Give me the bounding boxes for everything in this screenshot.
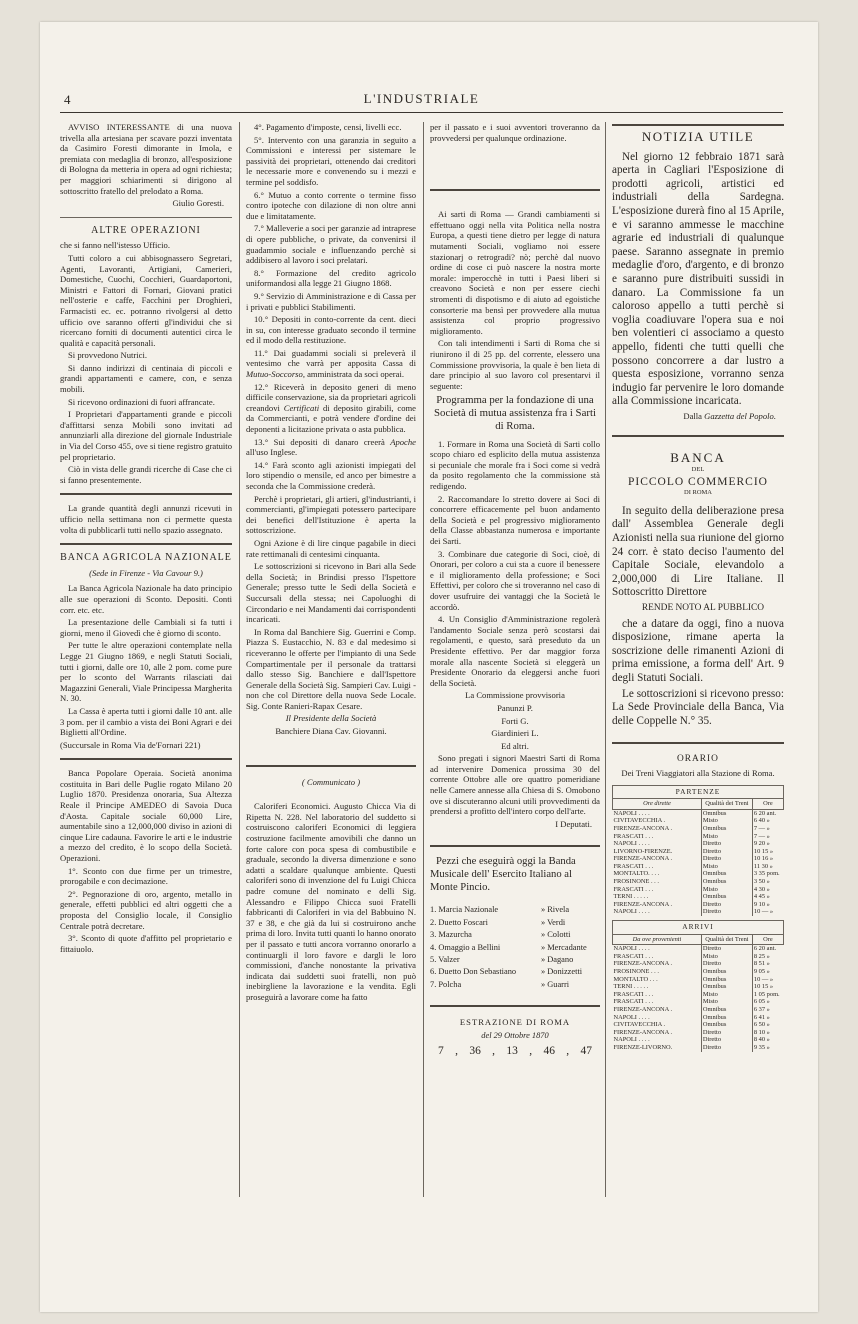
train-row <box>613 863 784 871</box>
piece-title: 6. Duetto Don Sebastiano <box>430 967 517 977</box>
train-destination: MONTALTO . . . <box>613 975 658 983</box>
train-type: Diretto <box>701 908 752 916</box>
train-row <box>613 998 784 1006</box>
section-divider <box>612 124 784 126</box>
train-destination: FRASCATI . . . <box>613 990 654 998</box>
composer: » Colotti <box>540 930 571 940</box>
train-row <box>613 886 784 894</box>
train-destination: NAPOLI . . . . <box>613 1036 650 1044</box>
train-row <box>613 908 784 916</box>
paragraph: Le sottoscrizioni si ricevono in Bari alla Sede della Società; in Brindisi presso l'Ispettore Generale; presso tutte le Sedi della Società e Succursali della stessa; nei Capoluoghi di Circondario e nei Mandamenti dai corrispondenti incaricati. <box>246 561 416 625</box>
italic-run: Gazzetta del Popolo. <box>704 410 776 421</box>
comunicato-label: ( Communicato ) <box>301 776 361 787</box>
paragraph: Banca Popolare Operaia. Società anonima costituita in Bari delle Puglie rogato Milano 20 Luglio 1870. Presidenza onoraria, Sua Altezza Reale il Principe AMEDEO di Savoia Duca d'Aosta. Capitale sociale 60,000 Lire, aumentabile sino a 12,000,000 diviso in azioni di cinque Lire cadauna. Favorire le arti e le industrie a mezzo del credito, è lo scopo della Società. Operazioni. <box>60 768 232 864</box>
train-destination: NAPOLI . . . . <box>613 1013 650 1021</box>
train-type: Omnibus <box>701 809 752 817</box>
banca-subtitle: PICCOLO COMMERCIO <box>627 475 768 488</box>
train-type: Misto <box>701 991 752 999</box>
train-type: Omnibus <box>701 870 752 878</box>
train-time: 7 — » <box>752 833 783 841</box>
train-time: 10 — » <box>752 976 783 984</box>
column-3 <box>430 122 600 1192</box>
train-row <box>613 983 784 991</box>
train-type: Misto <box>701 817 752 825</box>
train-row <box>613 817 784 825</box>
lottery-number: 47 <box>580 1045 592 1058</box>
text-run: 12.° Riceverà in deposito generi di meno difficile conservazione, sia da proprietari agricoli creandovi <box>246 381 416 413</box>
lottery-number: 7 <box>438 1045 444 1058</box>
paragraph: 7.° Malleverie a soci per garanzie ad intraprese di opere pubbliche, o private, da convenirsi il guadammio sociale e influenzando perchè si addibisero al lavoro i soci prelatari. <box>246 223 416 266</box>
train-type: Omnibus <box>701 878 752 886</box>
rende-noto: RENDE NOTO AL PUBBLICO <box>641 603 765 613</box>
column-header: Ore <box>752 799 783 810</box>
banca-agricola-subtitle: (Sede in Firenze - Via Cavour 9.) <box>89 567 203 578</box>
paragraph: 8.° Formazione del credito agricolo uniformandosi alla legge 21 Giugno 1868. <box>246 267 416 289</box>
caloriferi-paragraph: Caloriferi Economici. Augusto Chicca Via di Ripetta N. 228. Nel laboratorio del suddetto si costruiscono caloriferi Economici di leggiera costruzione facilmente amovibili che danno un forte calore con poca spesa di combustibile e graduale, secondo la diversa dimenzione e sono adatti a scaldare qualunque ambiente. Questi caloriferi sono di invenzione del fu Luigi Chicca padre comune del nominato e delli Sig. Alessandro e Filippo Chicca suoi Fratelli fabbricanti di Caloriferi in via del Babbuino N. 37 e 38, e che già da lui si costruirono anche prima di loro. Invita tutti quanti lo hanno onorato per il passato e tutti ancora vorranno onorarlo a continuargli il loro favore e dargli le loro commissioni, d'anche nonostante la privativa indicata dai suddetti suoi fratelli, non può inebirgliene la lavorazione e la vendita. Egli proseguirà a lavorare come ha fatto <box>246 801 416 1002</box>
train-time: 6 40 » <box>752 817 783 825</box>
paragraph: Si provvedono Nutrici. <box>68 350 148 361</box>
column-header: Qualità dei Treni <box>701 799 752 810</box>
train-row <box>613 848 784 856</box>
train-row <box>613 1014 784 1022</box>
paragraph <box>246 382 416 435</box>
text-run: all'uso Inglese. <box>246 447 298 458</box>
section-divider <box>430 845 600 847</box>
column-header: Ore <box>752 934 783 945</box>
column-header: Qualità dei Treni <box>701 934 752 945</box>
paragraph: Con tali intendimenti i Sarti di Roma che si riunirono il di 25 pp. del corrente, elessero una Commissione provvisoria, la quale è ben lieta di dare principio al suo lavoro col presentarvi il seguente: <box>430 338 600 391</box>
train-time: 11 30 » <box>752 863 783 871</box>
text-run: Dalla <box>683 410 705 421</box>
paragraph: I Proprietari d'appartamenti grande e piccoli d'affittarsi senza Mobili sono invitati ad annunziarli alla direzione del giornale Industriale in Via del Corso 455, ove si tiene registro gratuito pel proprietario. <box>60 409 232 462</box>
piece-title: 7. Polcha <box>430 979 462 989</box>
train-type: Diretto <box>701 840 752 848</box>
train-time: 6 20 ant. <box>752 809 783 817</box>
train-row <box>613 968 784 976</box>
paragraph <box>246 437 416 458</box>
train-row <box>613 1006 784 1014</box>
train-destination: MONTALTO. . . . <box>613 870 660 878</box>
train-row <box>613 825 784 833</box>
column-divider <box>423 122 424 1197</box>
train-type: Misto <box>701 953 752 961</box>
masthead-title: L'INDUSTRIALE <box>363 91 480 106</box>
paragraph: 10.° Depositi in conto-corrente da cent. dieci in su, con interesse graduato secondo il termine ed il modo della restituzione. <box>246 314 416 346</box>
section-divider <box>60 217 232 218</box>
orario-title: ORARIO <box>677 754 719 765</box>
program-row <box>430 942 600 954</box>
paragraph: 1°. Sconto con due firme per un trimestre, prorogabile e con decimazione. <box>60 865 232 887</box>
train-time: 7 — » <box>752 825 783 833</box>
paragraph: Sono pregati i signori Maestri Sarti di Roma ad intervenire Domenica prossima 30 del corrente Ottobre alle ore quattro pomeridiane nelle Camere annesse alla Chiesa di S. Omobono ove si discuteranno alcuni utili provvedimenti da prendersi a profitto dell'intero corpo dell'arte. <box>430 753 600 817</box>
paragraph: (Succursale in Roma Via de'Fornari 221) <box>60 739 201 750</box>
text-run: 13.° Sui depositi di danaro creerà <box>254 436 391 447</box>
composer: » Rivela <box>540 905 570 915</box>
train-type: Diretto <box>701 848 752 856</box>
train-time: 8 10 » <box>752 1029 783 1037</box>
program-row <box>430 929 600 941</box>
train-destination: CIVITAVECCHIA . <box>613 1021 666 1029</box>
train-time: 10 16 » <box>752 855 783 863</box>
programma-title: Programma per la fondazione di una Società di mutua assistenza fra i Sarti di Roma. <box>434 394 596 432</box>
train-destination: NAPOLI . . . . <box>613 945 650 953</box>
train-destination: FIRENZE-ANCONA . <box>613 1028 673 1036</box>
train-destination: FRASCATI . . . <box>613 998 654 1006</box>
page-header <box>60 90 783 113</box>
paragraph <box>246 348 416 380</box>
paragraph: 3. Combinare due categorie di Soci, cioè, di Onorari, per coloro a cui sta a cuore il benessere e il miglioramento della professione; e Soci Effettivi, per coloro che si troveranno nel caso di dover usufruire dei vantaggi che la Società le accordò. <box>430 548 600 612</box>
avviso-text: di una nuova trivella alla artesiana per scavare pozzi inventata da Casimiro Foresti dimorante in Imola, e premiata con medaglia di bronzo, all'esposizione di Bologna da metteria in opera ad ogni richiesta; per maggiori schiarimenti si dirigono al sottoscritto fratello del prelodato a Roma. <box>60 122 232 196</box>
train-row <box>613 1036 784 1044</box>
composer: » Mercadante <box>540 942 587 952</box>
italic-run: Certificati <box>283 402 320 413</box>
train-time: 6 41 » <box>752 1014 783 1022</box>
presidente-name: Banchiere Diana Cav. Giovanni. <box>275 726 387 737</box>
train-destination: FRASCATI . . . <box>613 952 654 960</box>
signatory: Panunzi P. <box>497 702 533 713</box>
train-destination: FIRENZE-ANCONA . <box>613 824 673 832</box>
arrivi-caption: ARRIVI <box>612 920 784 934</box>
train-type: Omnibus <box>701 976 752 984</box>
train-destination: LIVORNO-FIRENZE. <box>613 847 673 855</box>
train-time: 3 50 » <box>752 878 783 886</box>
train-destination: FRASCATI . . . <box>613 832 654 840</box>
train-time: 4 30 » <box>752 886 783 894</box>
paragraph: Perchè i proprietari, gli artieri, gl'industrianti, i commercianti, gl'impiegati potessero partecipare dei benefici dell'Istituzione è aperta la sottoscrizione. <box>246 493 416 536</box>
train-row <box>613 1021 784 1029</box>
paragraph: Tutti coloro a cui abbisognassero Segretari, Agenti, Lavoranti, Artigiani, Camerieri, Domestiche, Cuochi, Cocchieri, Guardaportoni, Ministri e Fattori di Fornari, Giovani pratici nell'osterie e caffe, Facchini per Droghierì, Farmacisti ec. ec. potranno rivolgersi al detto ufficio ove saranno offerti gl'individui che si ricercano forniti di documenti autentici circa le qualità e capacità personali. <box>60 252 232 348</box>
train-row <box>613 953 784 961</box>
train-time: 9 05 » <box>752 968 783 976</box>
train-destination: FROSINONE . . . <box>613 968 659 975</box>
paragraph: La Banca Agricola Nazionale ha dato principio alle sue operazioni di Sconto. Depositi. Conti corr. etc. etc. <box>60 583 232 615</box>
train-destination: TERNI . . . . . <box>613 983 649 991</box>
train-row <box>613 893 784 901</box>
composer: » Verdi <box>540 917 566 927</box>
lottery-number: 46 <box>543 1045 555 1058</box>
train-destination: FRASCATI . . . <box>613 885 654 893</box>
train-row <box>613 991 784 999</box>
train-time: 10 15 » <box>752 983 783 991</box>
pezzi-title: Pezzi che eseguirà oggi la Banda Musicale dell' Esercito Italiano al Monte Pincio. <box>430 856 576 894</box>
train-time: 8 51 » <box>752 960 783 968</box>
train-row <box>613 1029 784 1037</box>
train-row <box>613 960 784 968</box>
train-type: Omnibus <box>701 1006 752 1014</box>
train-type: Omnibus <box>701 1021 752 1029</box>
train-type: Omnibus <box>701 983 752 991</box>
train-row <box>613 855 784 863</box>
train-type: Omnibus <box>701 825 752 833</box>
train-time: 8 25 » <box>752 953 783 961</box>
train-destination: FIRENZE-ANCONA . <box>613 1005 673 1013</box>
train-row <box>613 870 784 878</box>
piece-title: 4. Omaggio a Bellini <box>430 942 501 952</box>
section-divider <box>430 189 600 191</box>
paragraph: 2°. Pegnorazione di oro, argento, metallo in generale, effetti pubblici ed altri oggetti che a proposta del Consiglio locale, il Consiglio Centrale potrà decretare. <box>60 888 232 931</box>
banca-agricola-title: BANCA AGRICOLA NAZIONALE <box>60 552 232 564</box>
column-divider <box>239 122 240 1197</box>
estrazione-numbers <box>430 1046 600 1057</box>
paragraph: 14.° Farà sconto agli azionisti impiegati del loro stipendio o mensile, ed anco per bimestre a seconda che la Commissione crederà. <box>246 459 416 491</box>
column-header: Ore dirette <box>613 799 702 810</box>
train-destination: FIRENZE-LIVORNO. <box>613 1043 673 1051</box>
presidente-title: Il Presidente della Società <box>285 713 377 724</box>
notizia-body <box>612 151 784 409</box>
train-destination: CIVITAVECCHIA . <box>613 817 666 825</box>
separator: , <box>566 1045 570 1058</box>
train-type: Diretto <box>701 1044 752 1052</box>
column-4 <box>612 122 784 1192</box>
train-type: Diretto <box>701 855 752 863</box>
train-type: Misto <box>701 998 752 1006</box>
section-divider <box>612 742 784 744</box>
column-divider <box>605 122 606 1197</box>
paragraph: Ai sarti di Roma — Grandi cambiamenti si effettuano oggi nella vita Politica nella nostra Europa, a questi tiene dietro per legge di natura mutamenti Sociali, vogliamo noi essere stazionarj o retrogradi? nò; perchè dal nuovo ordine di cose ci può nascere la nostra morte morale: imperocchè in tutti i Paesi liberi si creavono Società e non per essere ciechi stromenti di dispotismo e di aiuto ad egoistiche consorterie ma bensì per provvedere alla mutua assistenza col proprio progressivo miglioramento. <box>430 209 600 336</box>
orario-subtitle: Dei Treni Viaggiatori alla Stazione di Roma. <box>621 767 775 778</box>
train-time: 6 50 » <box>752 1021 783 1029</box>
text-run: di deposito girabili, come da Commercianti, e potrà vendere d'ordine dei deponenti a licitazione privata o asta pubblica. <box>246 402 416 435</box>
composer: » Guarri <box>540 979 570 989</box>
piece-title: 3. Mazurcha <box>430 930 472 940</box>
separator: , <box>455 1045 458 1058</box>
text-run: , amministrata da soci operai. <box>302 369 404 380</box>
paragraph: Per tutte le altre operazioni contemplate nella Legge 21 Giugno 1869, e negli Statuti Sociali, tutti i giorni, dalle ore 10, alle 2 pom. come pure per lo sconto del Warrants rilasciati dai Magazzini Generali, Viale Principessa Margherita N. 30. <box>60 640 232 704</box>
train-type: Diretto <box>701 960 752 968</box>
train-time: 6 37 » <box>752 1006 783 1014</box>
paragraph: In Roma dal Banchiere Sig. Guerrini e Comp. Piazza S. Eustacchio, N. 83 e dal medesimo si riceveranno le offerte per l'impianto di una Sede Compartimentale per il personale da trattarsi dallo stesso Sig. Banchiere e dall'Ispettore Generale della Società Sig. Sampieri Cav. Luigi - non che col Direttore della nuova Sede Locale. Sig. Conte Ranieri-Rapax Cesare. <box>246 626 416 711</box>
train-time: 9 10 » <box>752 901 783 909</box>
separator: , <box>529 1045 533 1058</box>
train-destination: TERNI . . . . . <box>613 893 649 901</box>
paragraph: 6.° Mutuo a conto corrente o termine fisso contro ipoteche con dilazione di non oltre anni due e limitatamente. <box>246 189 416 221</box>
program-row <box>430 954 600 966</box>
paragraph: 2. Raccomandare lo stretto dovere ai Soci di concorrere efficacemente pel buon andamento della Società e pel progressivo miglioramento della Classe abbastanza numerosa e importante dei Sarti. <box>430 493 600 547</box>
piece-title: 2. Duetto Foscari <box>430 917 488 927</box>
train-time: 8 40 » <box>752 1036 783 1044</box>
page-number: 4 <box>64 92 71 107</box>
train-time: 9 20 » <box>752 840 783 848</box>
program-row <box>430 917 600 929</box>
paragraph: La Cassa è aperta tutti i giorni dalle 10 ant. alle 3 pom. per il cambio a vista dei Boni Agrari e dei Biglietti all'Ordine. <box>60 705 232 738</box>
paragraph: La presentazione delle Cambiali si fa tutti i giorni, meno il Giovedì che è giorno di sconto. <box>60 617 232 638</box>
paragraph: per il passato e i suoi avventori troveranno da provvedersi per qualunque ordinazione. <box>430 122 600 143</box>
paragraph: In seguito della deliberazione presa dall' Assemblea Generale degli Azionisti nella sua riunione del giorno 24 corr. è stato deciso l'aumento del Capitale Sociale, elevandolo a 2,000,000 di Lire Italiane. Il Sottoscritto Direttore <box>612 504 784 599</box>
paragraph: Si danno indirizzi di centinaia di piccoli e grandi appartamenti e camere, con, e senza mobili. <box>60 362 232 395</box>
train-row <box>613 945 784 953</box>
train-time: 9 35 » <box>752 1044 783 1052</box>
separator: , <box>492 1045 496 1058</box>
train-type: Omnibus <box>701 968 752 976</box>
train-destination: FIRENZE-ANCONA . <box>613 960 673 968</box>
paragraph: Le sottoscrizioni si ricevono presso: La Sede Provinciale della Banca, Via delle Coppelle N.° 35. <box>612 687 784 727</box>
train-type: Diretto <box>701 1029 752 1037</box>
lottery-number: 13 <box>506 1045 518 1058</box>
train-destination: NAPOLI . . . . <box>613 908 650 916</box>
estrazione-title: ESTRAZIONE DI ROMA <box>459 1017 571 1028</box>
train-time: 3 35 pom. <box>752 870 783 878</box>
italic-run: Apoche <box>390 436 416 447</box>
train-type: Diretto <box>701 945 752 953</box>
section-divider <box>60 543 232 545</box>
notizia-source <box>612 411 776 422</box>
program-row <box>430 966 600 978</box>
train-time: 6 20 ant. <box>752 945 783 953</box>
partenze-table <box>612 798 784 916</box>
train-destination: FRASCATI . . . <box>613 862 654 870</box>
train-type: Diretto <box>701 901 752 909</box>
banca-title: BANCA <box>670 450 726 466</box>
piece-title: 1. Marcia Nazionale <box>430 905 499 915</box>
paragraph: 9.° Servizio di Amministrazione e di Cassa per i privati e pubblici Stabilimenti. <box>246 290 416 312</box>
paragraph: Ogni Azione è di lire cinque pagabile in dieci rate rettimanali di centesimi cinquanta. <box>246 537 416 559</box>
signatory: Ed altri. <box>501 740 529 751</box>
banca-body <box>612 505 784 729</box>
program-row <box>430 979 600 991</box>
signatory: Giardinieri L. <box>491 728 539 739</box>
piece-title: 5. Valzer <box>430 955 460 965</box>
train-row <box>613 833 784 841</box>
paragraph: 4. Un Consiglio d'Amministrazione regolerà l'andamento Sociale senza però scostarsi dai regolamenti, e questo, sarà preseduto da un Presidente effettivo. Per dar maggior forza morale alla nascente Società si eleggerà un Presidente Onorario da eleggersi anche fuori della Società. <box>430 614 600 688</box>
train-time: 1 05 pom. <box>752 991 783 999</box>
arrivi-table <box>612 934 784 1052</box>
program-row <box>430 904 600 916</box>
signatory: Forti G. <box>501 715 529 726</box>
train-time: 10 — » <box>752 908 783 916</box>
train-time: 4 45 » <box>752 893 783 901</box>
avviso-heading: AVVISO INTERESSANTE <box>68 122 170 132</box>
section-divider <box>612 435 784 437</box>
train-time: 10 15 » <box>752 848 783 856</box>
train-destination: FROSINONE . . . <box>613 878 659 886</box>
commissione-label: La Commissione provvisoria <box>465 690 565 701</box>
train-type: Misto <box>701 886 752 894</box>
avviso-signature: Giulio Goresti. <box>172 198 224 209</box>
paragraph: 4°. Pagamento d'imposte, censi, livelli ecc. <box>254 122 402 132</box>
column-1 <box>60 122 232 1192</box>
paragraph: 5°. Intervento con una garanzia in seguito a Commissioni e interessi per sistemare le passività dei proprietari, ottenendo dai creditori le necessarie more e convenendo su i mezzi e termine pel soddisfo. <box>246 134 416 187</box>
paragraph: 1. Formare in Roma una Società di Sarti collo scopo chiaro ed esplicito della mutua assistenza si pecuniale che morale fra i Soci come si vedrà da posito regolamento che la commissione stà redigendo. <box>430 438 600 492</box>
train-type: Diretto <box>701 1036 752 1044</box>
program-table <box>430 904 600 991</box>
deputati-signature: I Deputati. <box>555 818 592 829</box>
altre-operazioni-title: ALTRE OPERAZIONI <box>91 224 201 236</box>
estrazione-date: del 29 Ottobre 1870 <box>481 1030 549 1040</box>
train-time: 6 05 » <box>752 998 783 1006</box>
train-row <box>613 901 784 909</box>
train-row <box>613 840 784 848</box>
train-type: Omnibus <box>701 893 752 901</box>
train-type: Misto <box>701 863 752 871</box>
annunzi-notice: La grande quantità degli annunzi ricevuti in ufficio nella settimana non ci permette questa volta di pubblicarli tutti nello spazio assegnato. <box>60 503 232 535</box>
altre-operazioni-subtitle: che si fanno nell'istesso Ufficio. <box>60 240 170 251</box>
paragraph: che a datare da oggi, fino a nuova disposizione, rimane aperta la soscrizione delle rimanenti Azioni di prima emissione, a forma dell' Art. 9 degli Statuti Sociali. <box>612 617 784 684</box>
section-divider <box>60 758 232 760</box>
composer: » Donizzetti <box>540 967 583 977</box>
italic-run: Mutuo-Soccorso <box>246 369 303 380</box>
paragraph: Ciò in vista delle grandi ricerche di Case che ci si fanno presentemente. <box>60 464 232 485</box>
train-destination: FIRENZE-ANCONA . <box>613 900 673 908</box>
section-divider <box>246 765 416 767</box>
composer: » Dagano <box>540 955 574 965</box>
notizia-title: NOTIZIA UTILE <box>641 129 755 144</box>
banca-di-roma: DI ROMA <box>684 489 712 497</box>
train-row <box>613 809 784 817</box>
column-header: Da ove provenienti <box>613 934 702 945</box>
column-2 <box>246 122 416 1192</box>
paragraph: Nel giorno 12 febbraio 1871 sarà aperta in Cagliari l'Esposizione di prodotti agricoli, artistici ed industriali della Sardegna. L'esposizione durerà fino al 15 Aprile, e vi saranno ammesse le macchine agrarie ed industriali di qualunque paese. Saranno assegnate in premio medaglie d'oro, d'argento, e di bronzo e saranno pure distribuiti sussidi in danaro. La Commissione fa un caloroso appello a tutti perchè si voglia coadiuvare l'opera sua e noi ben volentieri ci associamo a questo appello, fidenti che tutti quelli che possono concorrere a dar lustro a questa esposizione, vorranno senza indugio far pervenire le loro domande alla Commissione incaricata. <box>612 150 784 408</box>
section-divider <box>60 493 232 495</box>
train-row <box>613 878 784 886</box>
partenze-caption: PARTENZE <box>612 785 784 799</box>
paragraph: 3°. Sconto di quote d'affitto pel proprietario e fittaiuolo. <box>60 933 232 954</box>
avviso-article <box>60 122 232 196</box>
train-row <box>613 1044 784 1052</box>
section-divider <box>430 1005 600 1007</box>
lottery-number: 36 <box>469 1045 481 1058</box>
train-row <box>613 976 784 984</box>
text-run: 11.° Dai guadammi sociali si preleverà il ventesimo che varrà per apposita Cassa di <box>246 347 416 369</box>
train-type: Omnibus <box>701 1014 752 1022</box>
train-type: Misto <box>701 833 752 841</box>
banca-del: DEL <box>691 466 705 474</box>
train-destination: NAPOLI . . . . <box>613 840 650 848</box>
paragraph: Si ricevono ordinazioni di fuori affrancate. <box>68 396 215 407</box>
train-destination: NAPOLI . . . . <box>613 809 650 817</box>
train-destination: FIRENZE-ANCONA . <box>613 855 673 863</box>
